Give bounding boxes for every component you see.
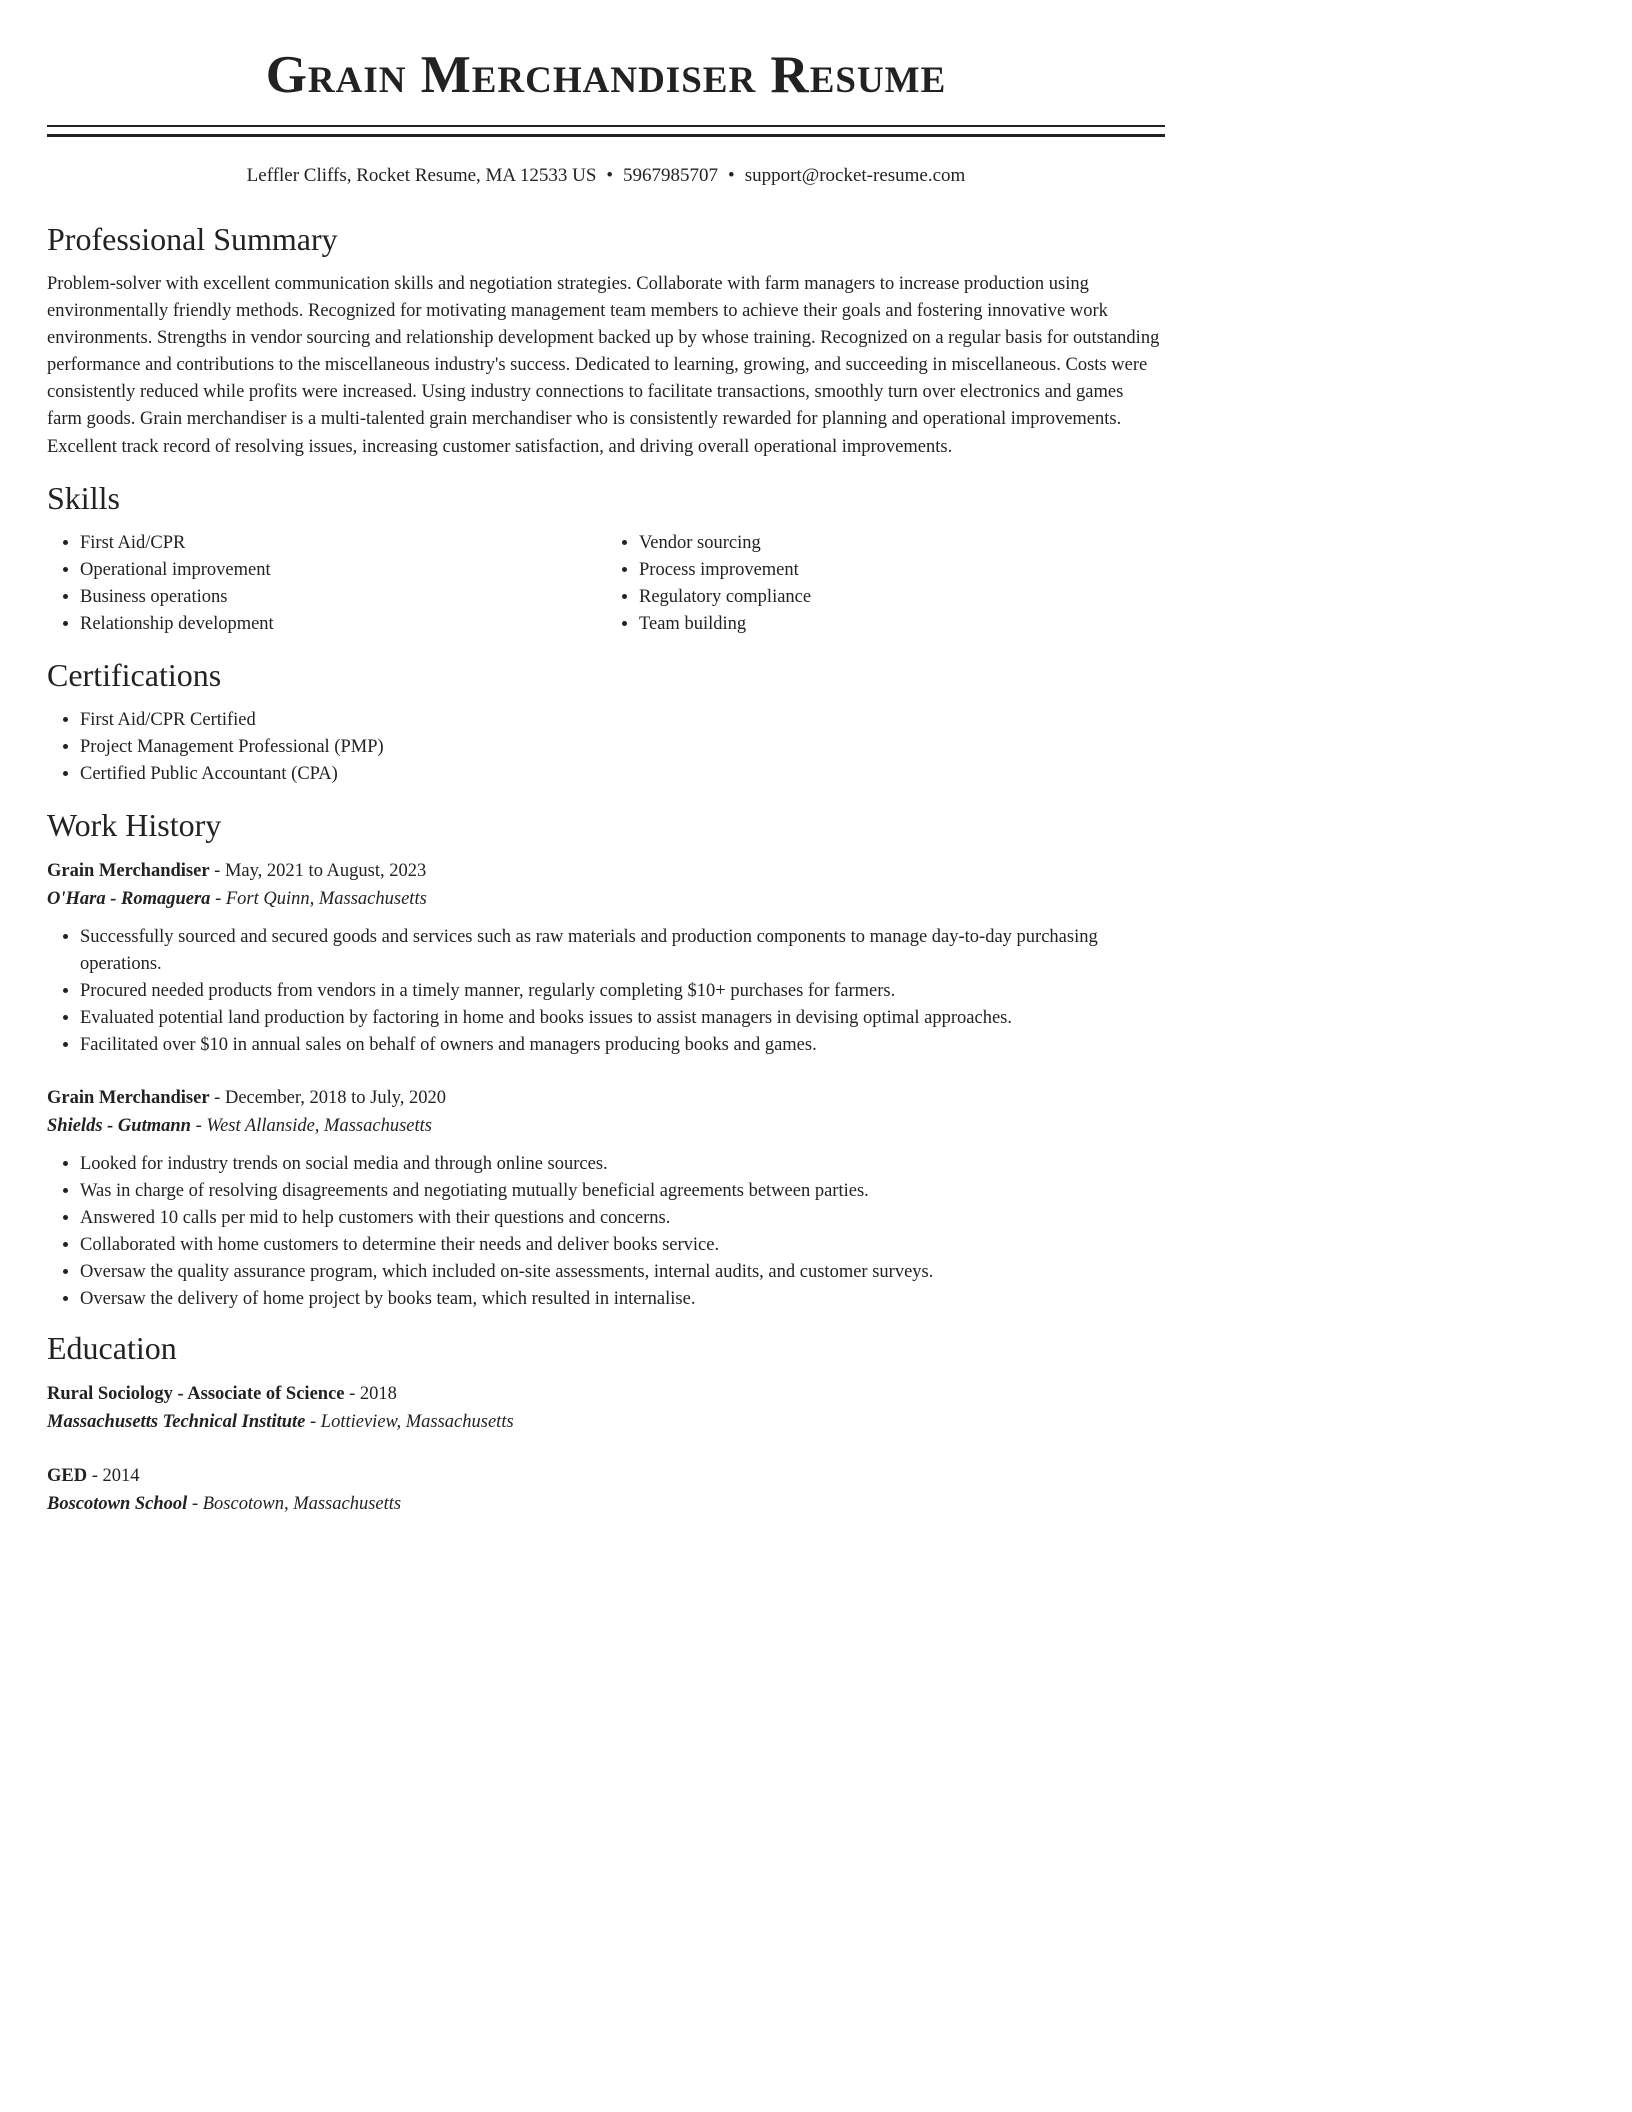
school-name: Massachusetts Technical Institute (47, 1412, 306, 1433)
degree: Rural Sociology - Associate of Science (47, 1383, 345, 1404)
job-bullet: • Oversaw the delivery of home project by books team, which resulted in internalise. (80, 1286, 1165, 1313)
job-title: Grain Merchandiser (47, 860, 210, 881)
school-line (47, 1490, 1165, 1519)
skill-item: • First Aid/CPR (80, 530, 606, 557)
dash: - (214, 1087, 221, 1108)
skill-item: • Relationship development (80, 611, 606, 638)
school-line (47, 1408, 1165, 1437)
certification-item: • Project Management Professional (PMP) (80, 734, 1165, 761)
job-bullet: • Facilitated over $10 in annual sales on behalf of owners and managers producing books and games. (80, 1032, 1165, 1059)
title-double-rule (47, 125, 1165, 137)
degree: GED (47, 1465, 88, 1486)
job-bullet: • Collaborated with home customers to determine their needs and deliver books service. (80, 1232, 1165, 1259)
skills-list-left (47, 530, 606, 638)
skills-list-right (606, 530, 1165, 638)
degree-line (47, 1462, 1165, 1491)
contact-separator: • (728, 165, 735, 186)
education-entry (47, 1380, 1165, 1437)
job-location: West Allanside, Massachusetts (206, 1116, 432, 1137)
school-name: Boscotown School (47, 1494, 188, 1515)
school-location: Lottieview, Massachusetts (320, 1412, 514, 1433)
skill-item: • Business operations (80, 584, 606, 611)
certifications-heading: Certifications (47, 656, 222, 693)
dash: - (214, 860, 221, 881)
skill-item: • Team building (639, 611, 1165, 638)
job-title-line (47, 857, 1165, 886)
job-company-line (47, 1112, 1165, 1141)
dash: - (215, 889, 222, 910)
job-company: Shields - Gutmann (47, 1116, 191, 1137)
job-title: Grain Merchandiser (47, 1087, 210, 1108)
certification-item: • Certified Public Accountant (CPA) (80, 761, 1165, 788)
work-history-heading: Work History (47, 806, 222, 843)
contact-separator: • (606, 165, 614, 186)
dash: - (349, 1383, 356, 1404)
graduation-year: 2018 (359, 1383, 397, 1404)
skill-item: • Process improvement (639, 557, 1165, 584)
dash: - (310, 1412, 317, 1433)
education-entry (47, 1462, 1165, 1519)
job-bullet: • Evaluated potential land production by factoring in home and books issues to assist managers in devising optimal approaches. (80, 1005, 1165, 1032)
job-dates: December, 2018 to July, 2020 (224, 1087, 447, 1108)
skill-item: • Vendor sourcing (639, 530, 1165, 557)
job-company-line (47, 885, 1165, 914)
job-bullet: • Answered 10 calls per mid to help customers with their questions and concerns. (80, 1205, 1165, 1232)
job-company: O'Hara - Romaguera (47, 889, 211, 910)
certification-item: • First Aid/CPR Certified (80, 707, 1165, 734)
dash: - (195, 1116, 202, 1137)
contact-address: Leffler Cliffs, Rocket Resume, MA 12533 US (246, 165, 597, 186)
contact-email: support@rocket-resume.com (744, 165, 966, 186)
contact-phone: 5967985707 (623, 165, 719, 186)
summary-heading: Professional Summary (47, 221, 338, 257)
school-location: Boscotown, Massachusetts (202, 1494, 402, 1515)
graduation-year: 2014 (102, 1465, 140, 1486)
certifications-list (47, 707, 1165, 788)
job-location: Fort Quinn, Massachusetts (225, 889, 427, 910)
skill-item: • Regulatory compliance (639, 584, 1165, 611)
job-bullets (47, 924, 1165, 1059)
dash: - (91, 1465, 98, 1486)
job-bullet: • Oversaw the quality assurance program, which included on-site assessments, internal audits, and customer surveys. (80, 1259, 1165, 1286)
job-title-line (47, 1084, 1165, 1113)
degree-line (47, 1380, 1165, 1409)
summary-text: Problem-solver with excellent communication skills and negotiation strategies. Collaborate with farm managers to increase production using environmentally friendly methods. Recognized for motivating management team members to achieve their goals and fostering innovative work environments. Strengths in vendor sourcing and relationship development backed up by whose training. Recognized on a regular basis for outstanding performance and contributions to the miscellaneous industry's success. Dedicated to learning, growing, and succeeding in miscellaneous. Costs were consistently reduced while profits were increased. Using industry connections to facilitate transactions, smoothly turn over electronics and games farm goods. Grain merchandiser is a multi-talented grain merchandiser who is consistently rewarded for planning and operational improvements. Excellent track record of resolving issues, increasing customer satisfaction, and driving overall operational improvements. (47, 274, 1160, 457)
job-bullet: • Procured needed products from vendors in a timely manner, regularly completing $10+ purchases for farmers. (80, 978, 1165, 1005)
skills-heading: Skills (47, 479, 120, 516)
skills-columns (47, 530, 1165, 638)
contact-line (47, 163, 1165, 189)
dash: - (191, 1494, 199, 1515)
job-bullet: • Was in charge of resolving disagreements and negotiating mutually beneficial agreements between parties. (80, 1178, 1165, 1205)
job-bullets (47, 1151, 1165, 1313)
job-entry (47, 857, 1165, 1059)
skill-item: • Operational improvement (80, 557, 606, 584)
job-bullet: • Looked for industry trends on social media and through online sources. (80, 1151, 1165, 1178)
job-bullet: • Successfully sourced and secured goods and services such as raw materials and production components to manage day-to-day purchasing operations. (80, 924, 1165, 978)
resume-title: Grain Merchandiser Resume (265, 46, 947, 104)
education-heading: Education (47, 1329, 177, 1366)
job-dates: May, 2021 to August, 2023 (224, 860, 427, 881)
job-entry (47, 1084, 1165, 1313)
